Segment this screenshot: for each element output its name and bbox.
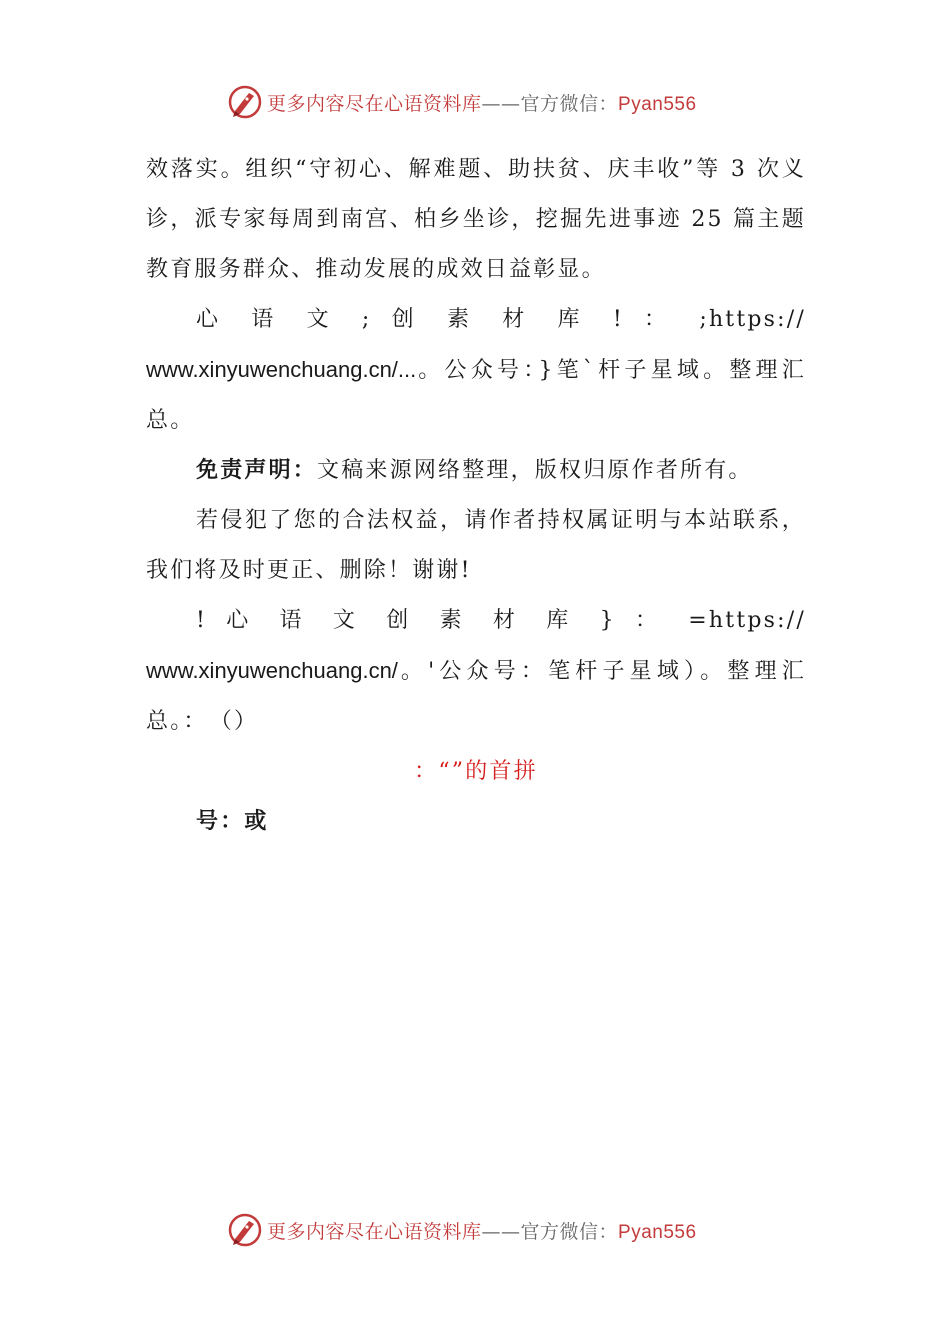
paragraph-1: 效落实。组织“守初心、解难题、助扶贫、庆丰收”等 3 次义诊，派专家每周到南宫、柏乡坐诊，挖掘先进事迹 25 篇主题教育服务群众、推动发展的成效日益彰显。: [146, 157, 806, 282]
paragraph-4: 若侵犯了您的合法权益，请作者持权属证明与本站联系，我们将及时更正、删除！谢谢!: [146, 508, 806, 583]
banner-wechat-label: 官方微信：: [520, 92, 619, 115]
footer-wechat-id: Pyan556: [618, 1221, 697, 1243]
disclaimer-label: 免责声明：: [196, 458, 318, 483]
paragraph-5-url: www.xinyuwenchuang.cn/: [146, 658, 398, 683]
paragraph-5-spread-line: [146, 596, 806, 646]
paragraph-5-rest: [146, 646, 806, 747]
header-banner: [0, 82, 950, 122]
paragraph-2-spread-text: 心 语 文 ; 创 素 材 库 ! ： ;https://: [196, 307, 806, 332]
banner-dash: ——: [481, 92, 521, 115]
final-bold-line: 号：或: [196, 809, 269, 834]
footer-site-name: 更多内容尽在心语资料库: [267, 1220, 482, 1243]
footer-banner-text: [267, 1217, 697, 1244]
banner-wechat-id: Pyan556: [618, 93, 697, 115]
paragraph-2-tail: 。公众号：}笔`杆子星域。整理汇总。: [146, 358, 806, 433]
red-note-line: ：“”的首拼: [414, 759, 538, 784]
paragraph-5-tail: 。'公众号：笔杆子星域）。整理汇总。： （）: [146, 659, 806, 734]
document-body: [146, 145, 806, 847]
pen-nib-logo-icon: [227, 84, 263, 120]
paragraph-2-rest: [146, 345, 806, 446]
footer-dash: ——: [481, 1220, 521, 1243]
paragraph-2-url: www.xinyuwenchuang.cn/...: [146, 357, 417, 382]
banner-site-name: 更多内容尽在心语资料库: [267, 92, 482, 115]
paragraph-5-spread-text: ! 心 语 文 创 素 材 库 } ： =https://: [196, 608, 806, 633]
footer-wechat-label: 官方微信：: [520, 1220, 619, 1243]
footer-banner-content: [227, 1210, 697, 1250]
pen-nib-logo-icon: [227, 1212, 263, 1248]
footer-banner: [0, 1210, 950, 1250]
banner-text: [267, 89, 697, 116]
banner-content: [227, 82, 697, 122]
disclaimer-text: 文稿来源网络整理，版权归原作者所有。: [317, 458, 753, 483]
paragraph-2-spread-line: [146, 295, 806, 345]
disclaimer-paragraph: [146, 446, 806, 496]
